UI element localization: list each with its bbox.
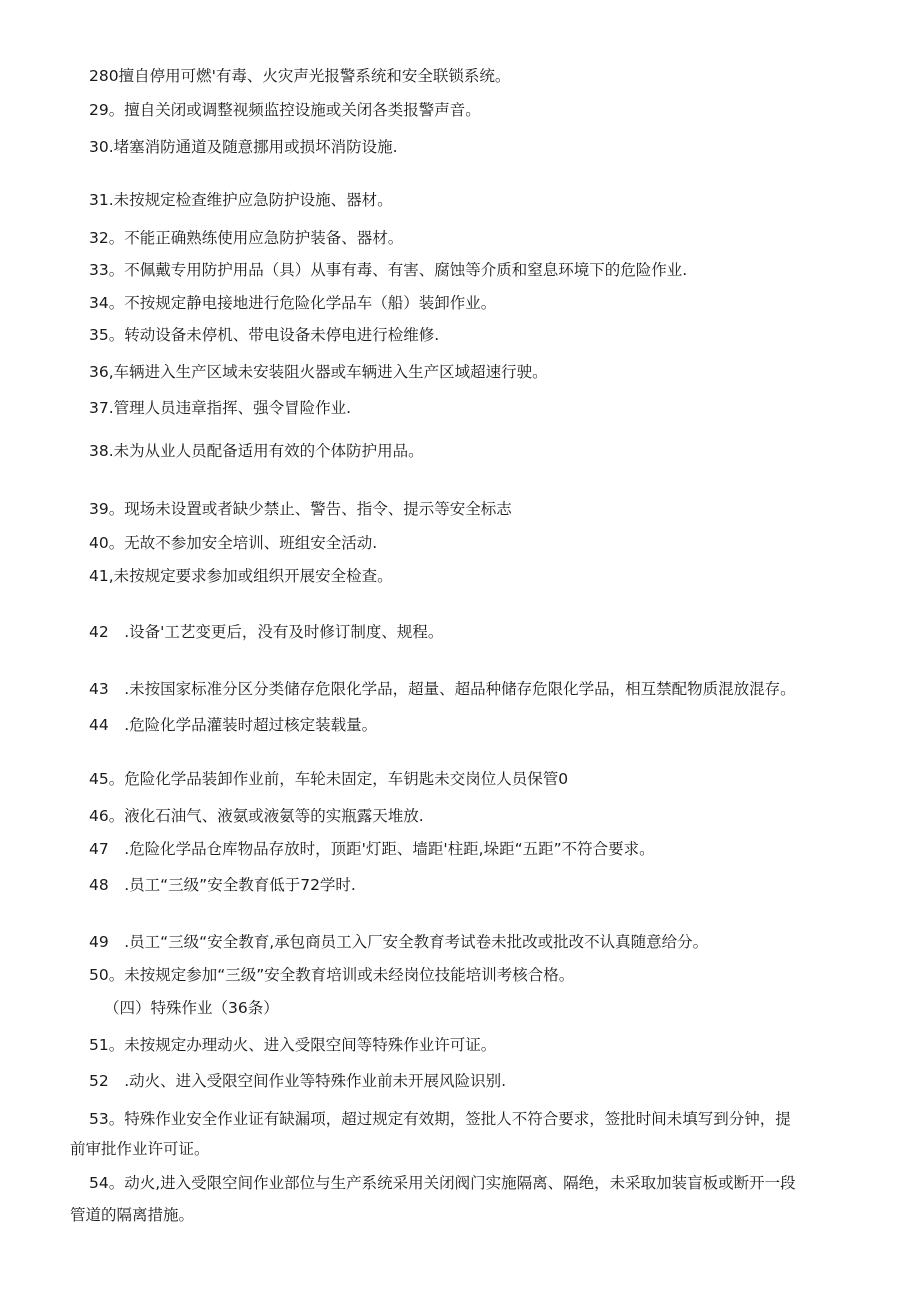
item-33: 33。不佩戴专用防护用品（具）从事有毒、有害、腐蚀等介质和窒息环境下的危险作业. <box>89 261 688 279</box>
item-29: 29。擅自关闭或调整视频监控设施或关闭各类报警声音。 <box>89 101 481 119</box>
item-45: 45。危险化学品装卸作业前，车轮未固定，车钥匙未交岗位人员保管0 <box>89 770 569 788</box>
item-35: 35。转动设备未停机、带电设备未停电进行检维修. <box>89 326 440 344</box>
item-44: 44 .危险化学品灌装时超过核定装载量。 <box>89 716 378 734</box>
item-38: 38.未为从业人员配备适用有效的个体防护用品。 <box>89 442 424 460</box>
item-47: 47 .危险化学品仓库物品存放时，顶距'灯距、墙距'柱距,垛距“五距”不符合要求。 <box>89 840 655 858</box>
item-31: 31.未按规定检查维护应急防护设施、器材。 <box>89 191 393 209</box>
item-53: 53。特殊作业安全作业证有缺漏项，超过规定有效期，签批人不符合要求，签批时间未填写到分钟，提 <box>89 1110 791 1128</box>
item-40: 40。无故不参加安全培训、班组安全活动. <box>89 534 378 552</box>
item-30: 30.堵塞消防通道及随意挪用或损坏消防设施. <box>89 138 398 156</box>
item-37: 37.管理人员违章指挥、强令冒险作业. <box>89 399 352 417</box>
section-heading-special-work: （四）特殊作业（36条） <box>104 999 279 1017</box>
item-34: 34。不按规定静电接地进行危险化学品车（船）装卸作业。 <box>89 294 497 312</box>
item-53-continued: 前审批作业许可证。 <box>70 1140 210 1158</box>
item-36: 36,车辆进入生产区域未安装阻火器或车辆进入生产区域超速行驶。 <box>89 363 548 381</box>
item-48: 48 .员工“三级”安全教育低于72学时. <box>89 876 356 894</box>
item-28: 280擅自停用可燃'有毒、火灾声光报警系统和安全联锁系统。 <box>89 67 511 85</box>
item-42: 42 .设备'工艺变更后，没有及时修订制度、规程。 <box>89 623 444 641</box>
item-51: 51。未按规定办理动火、进入受限空间等特殊作业许可证。 <box>89 1036 497 1054</box>
item-43: 43 .未按国家标准分区分类储存危限化学品，超量、超品种储存危限化学品，相互禁配物质混放混存。 <box>89 680 796 698</box>
item-39: 39。现场未设置或者缺少禁止、警告、指令、提示等安全标志 <box>89 500 512 518</box>
item-41: 41,未按规定要求参加或组织开展安全检查。 <box>89 567 393 585</box>
item-49: 49 .员工“三级“安全教育,承包商员工入厂安全教育考试卷未批改或批改不认真随意给分。 <box>89 933 709 951</box>
item-52: 52 .动火、进入受限空间作业等特殊作业前未开展风险识别. <box>89 1072 507 1090</box>
item-46: 46。液化石油气、液氨或液氨等的实瓶露天堆放. <box>89 807 424 825</box>
item-32: 32。不能正确熟练使用应急防护装备、器材。 <box>89 229 404 247</box>
item-54: 54。动火,进入受限空间作业部位与生产系统采用关闭阀门实施隔离、隔绝，未采取加装盲板或断开一段 <box>89 1174 796 1192</box>
item-54-continued: 管道的隔离措施。 <box>70 1206 195 1224</box>
item-50: 50。未按规定参加“三级”安全教育培训或未经岗位技能培训考核合格。 <box>89 966 575 984</box>
